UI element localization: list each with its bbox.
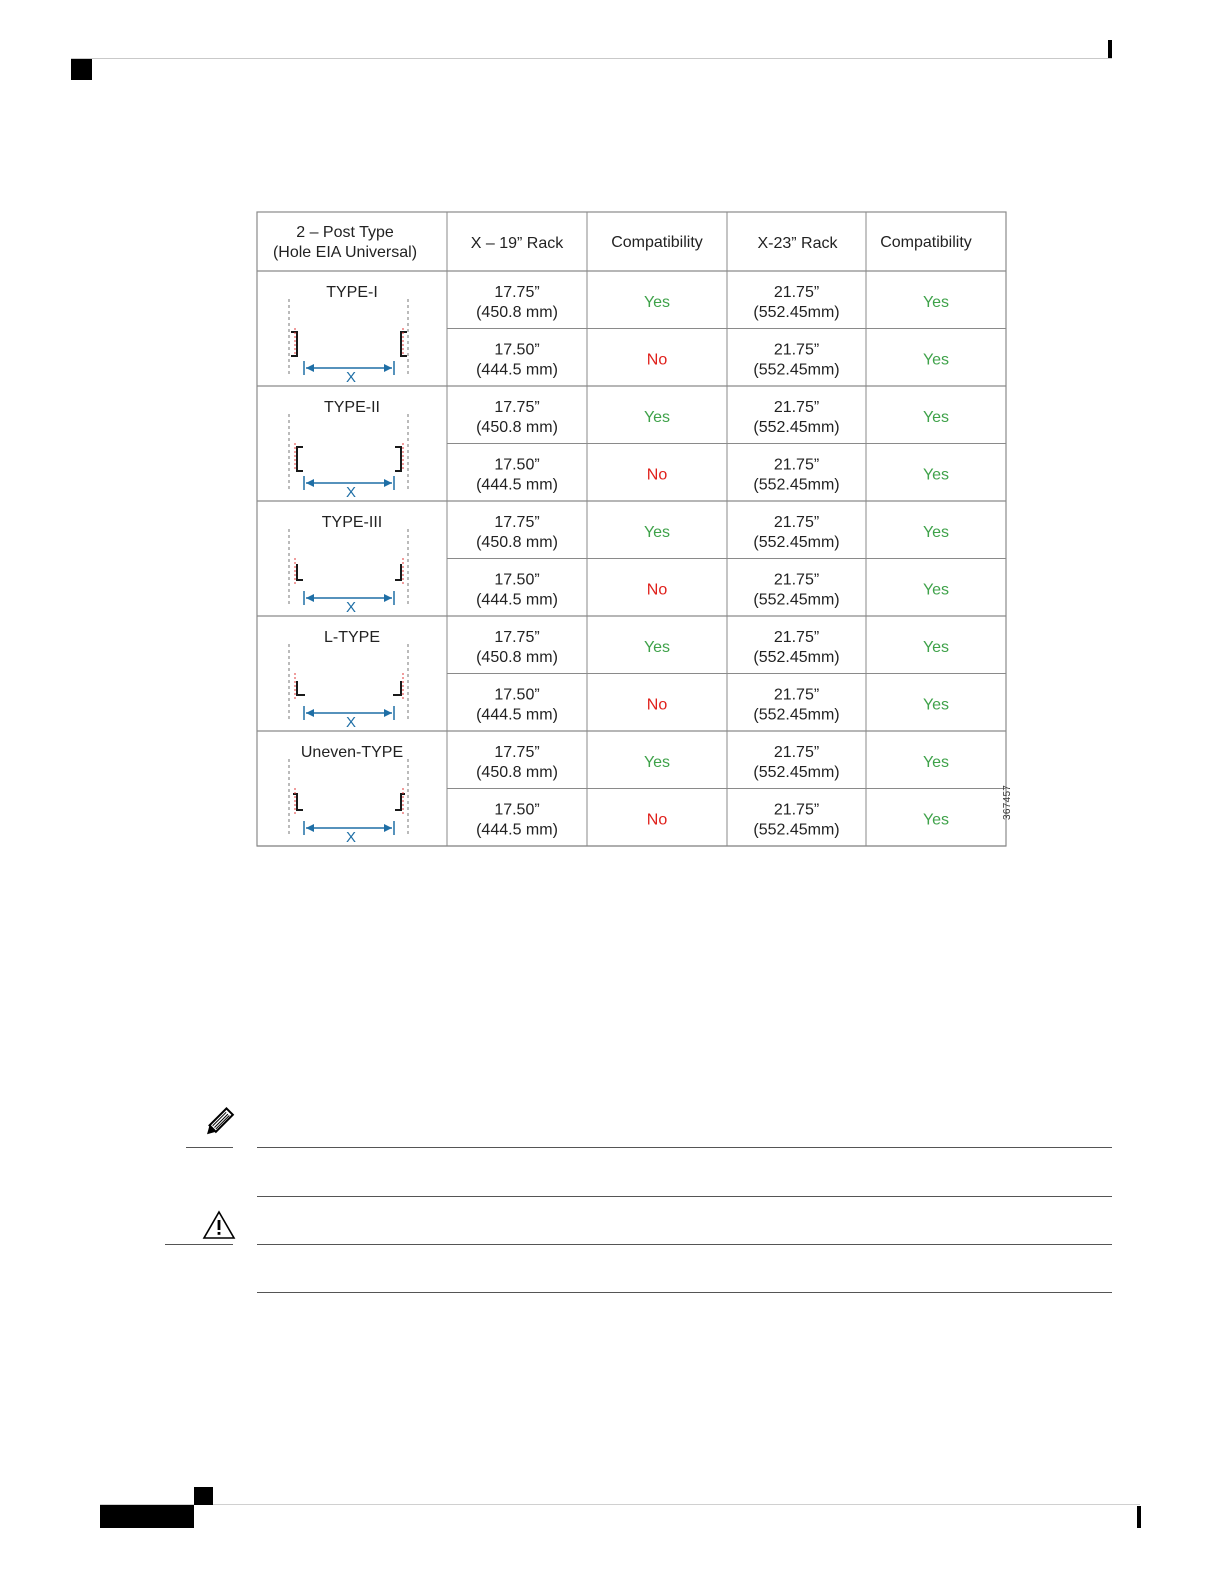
post-bracket [297, 681, 305, 695]
caution-rule-short [165, 1244, 233, 1245]
note-rule-bottom [257, 1196, 1112, 1197]
footer-marker-bar [100, 1505, 194, 1528]
rack19-compatibility: No [646, 466, 668, 484]
header-compat-19: Compatibility [611, 234, 703, 251]
post-bracket [297, 447, 303, 471]
rack19-width-mm: (450.8 mm) [476, 419, 558, 436]
rack19-width-mm: (444.5 mm) [476, 591, 558, 609]
rack23-width-mm: (552.45mm) [753, 821, 840, 839]
rack23-width: 21.75” [773, 284, 820, 301]
rack23-width: 21.75” [773, 514, 820, 531]
rack23-width: 21.75” [773, 801, 820, 819]
post-bracket [395, 564, 401, 580]
rack23-width-mm: (552.45mm) [753, 419, 840, 436]
footer-rule [100, 1504, 1140, 1505]
header-19-rack: X – 19” Rack [470, 235, 564, 252]
caution-triangle-icon [202, 1210, 236, 1240]
header-post-type-sub: (Hole EIA Universal) [272, 244, 418, 261]
rack23-width-mm: (552.45mm) [753, 476, 840, 494]
note-rule-short [186, 1147, 233, 1148]
header-23-rack: X-23” Rack [757, 235, 838, 252]
post-type-label: TYPE-III [321, 514, 383, 531]
post-bracket [297, 564, 303, 580]
rack23-compatibility: Yes [922, 696, 950, 714]
post-type-label: TYPE-II [323, 399, 381, 416]
rack23-width-mm: (552.45mm) [753, 591, 840, 609]
l-type-post-diagram [289, 644, 408, 721]
rack19-width: 17.50” [494, 801, 540, 819]
rack19-compatibility: Yes [643, 524, 671, 541]
rack19-width: 17.50” [494, 456, 540, 474]
post-bracket [395, 447, 401, 471]
rack19-width-mm: (444.5 mm) [476, 476, 558, 494]
rack19-compatibility: Yes [643, 754, 671, 771]
rack19-width: 17.50” [494, 571, 540, 589]
post-type-label: Uneven-TYPE [300, 744, 404, 761]
rack23-width: 21.75” [773, 686, 820, 704]
rack23-width: 21.75” [773, 744, 820, 761]
rack19-width: 17.50” [494, 686, 540, 704]
footer-marker-tick [1137, 1506, 1141, 1528]
caution-rule-top [257, 1244, 1112, 1245]
dimension-arrow-right [384, 594, 392, 602]
dimension-arrow-right [384, 709, 392, 717]
rack19-width-mm: (444.5 mm) [476, 361, 558, 379]
rack19-compatibility: No [646, 696, 668, 714]
dimension-arrow-left [306, 594, 314, 602]
rack19-width: 17.75” [494, 629, 540, 646]
rack23-width-mm: (552.45mm) [753, 304, 840, 321]
rack19-width-mm: (450.8 mm) [476, 304, 558, 321]
rack23-width: 21.75” [773, 341, 820, 359]
rack19-width-mm: (450.8 mm) [476, 764, 558, 781]
note-rule-top [257, 1147, 1112, 1148]
type-iii-post-diagram [289, 529, 408, 606]
rack19-width-mm: (444.5 mm) [476, 821, 558, 839]
dimension-label: X [345, 599, 357, 616]
dimension-label: X [345, 369, 357, 386]
dimension-label: X [345, 829, 357, 846]
rack23-width-mm: (552.45mm) [753, 534, 840, 551]
rack23-compatibility: Yes [922, 409, 950, 426]
figure-id: 367457 [1002, 784, 1013, 820]
rack23-width-mm: (552.45mm) [753, 361, 840, 379]
rack19-compatibility: No [646, 811, 668, 829]
dimension-arrow-right [384, 479, 392, 487]
rack23-compatibility: Yes [922, 581, 950, 599]
dimension-arrow-left [306, 479, 314, 487]
pencil-note-icon [200, 1106, 236, 1142]
dimension-arrow-left [306, 709, 314, 717]
rack19-width: 17.75” [494, 514, 540, 531]
rack23-width-mm: (552.45mm) [753, 764, 840, 781]
rack19-compatibility: Yes [643, 409, 671, 426]
rack19-compatibility: Yes [643, 294, 671, 311]
dimension-label: X [345, 484, 357, 501]
rack19-width: 17.75” [494, 399, 540, 416]
rack19-width: 17.50” [494, 341, 540, 359]
rack23-compatibility: Yes [922, 524, 950, 541]
rack19-compatibility: Yes [643, 639, 671, 656]
rack23-width-mm: (552.45mm) [753, 649, 840, 666]
dimension-arrow-right [384, 824, 392, 832]
rack23-width-mm: (552.45mm) [753, 706, 840, 724]
rack19-width-mm: (450.8 mm) [476, 649, 558, 666]
rack23-compatibility: Yes [922, 811, 950, 829]
rack23-width: 21.75” [773, 399, 820, 416]
dimension-arrow-right [384, 364, 392, 372]
rack19-compatibility: No [646, 351, 668, 369]
post-type-label: TYPE-I [326, 284, 378, 301]
uneven-type-post-diagram [289, 759, 408, 836]
post-type-label: L-TYPE [323, 629, 381, 646]
rack23-compatibility: Yes [922, 754, 950, 771]
header-compat-23: Compatibility [880, 234, 972, 251]
caution-rule-bottom [257, 1292, 1112, 1293]
rack19-width: 17.75” [494, 744, 540, 761]
post-bracket [393, 681, 401, 695]
rack19-width: 17.75” [494, 284, 540, 301]
dimension-arrow-left [306, 364, 314, 372]
rack23-width: 21.75” [773, 456, 820, 474]
dimension-label: X [345, 714, 357, 731]
footer-marker-square [194, 1487, 213, 1505]
rack23-compatibility: Yes [922, 639, 950, 656]
type-ii-post-diagram [289, 414, 408, 491]
rack19-width-mm: (450.8 mm) [476, 534, 558, 551]
rack23-compatibility: Yes [922, 466, 950, 484]
rack23-width: 21.75” [773, 571, 820, 589]
post-bracket [401, 332, 407, 356]
rack23-compatibility: Yes [922, 294, 950, 311]
rack23-width: 21.75” [773, 629, 820, 646]
rack19-compatibility: No [646, 581, 668, 599]
header-post-type: 2 – Post Type [296, 224, 394, 241]
type-i-post-diagram [289, 299, 408, 376]
post-bracket [291, 332, 297, 356]
rack19-width-mm: (444.5 mm) [476, 706, 558, 724]
rack23-compatibility: Yes [922, 351, 950, 369]
dimension-arrow-left [306, 824, 314, 832]
